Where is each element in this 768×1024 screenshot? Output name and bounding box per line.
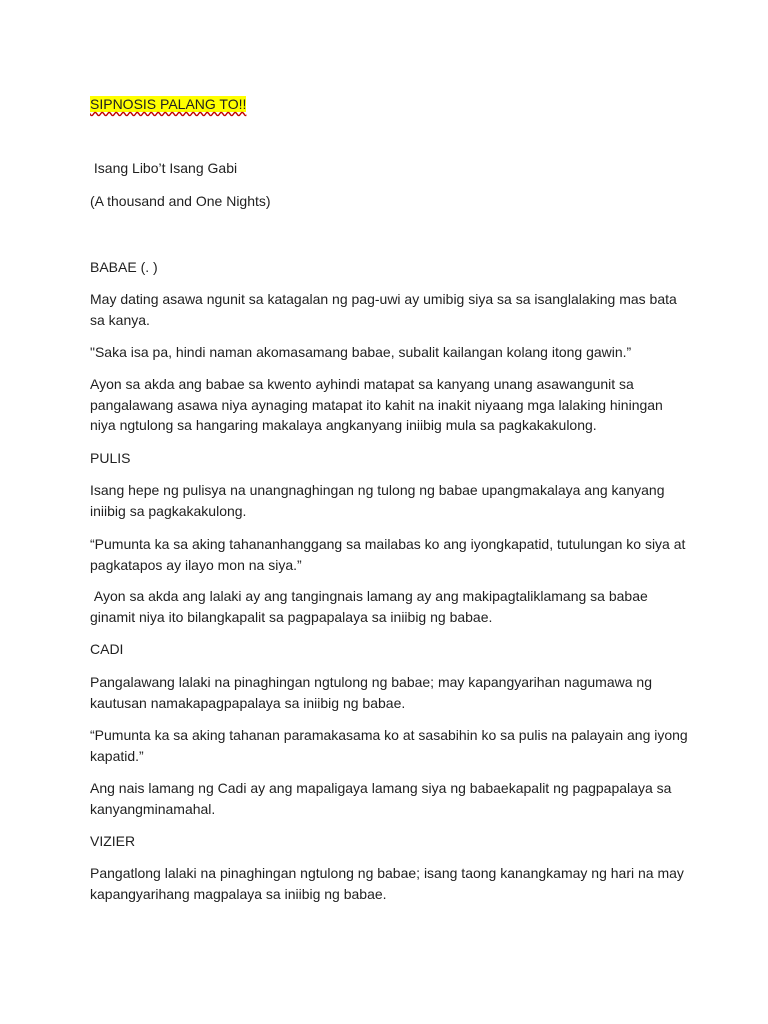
section-heading-vizier: VIZIER — [90, 833, 136, 849]
quote-paragraph: “Pumunta ka sa aking tahanan paramakasama ko at sasabihin ko sa pulis na palayain ang iyong kapatid.” — [90, 727, 688, 764]
paragraph: Pangalawang lalaki na pinaghingan ngtulong ng babae; may kapangyarihan nagumawa ng kautusan namakapagpapalaya sa iniibig ng babae. — [90, 674, 652, 711]
document-subtitle: (A thousand and One Nights) — [90, 193, 271, 209]
banner-line — [90, 94, 690, 115]
paragraph: Ayon sa akda ang lalaki ay ang tangingnais lamang ay ang makipagtaliklamang sa babae ginamit niya ito bilangkapalit sa pagpapalaya sa iniibig ng babae. — [90, 588, 652, 625]
paragraph: Pangatlong lalaki na pinaghingan ngtulong ng babae; isang taong kanangkamay ng hari na may kapangyarihang magpalaya sa iniibig ng babae. — [90, 865, 684, 902]
document-title: Isang Libo’t Isang Gabi — [90, 160, 238, 176]
paragraph: Isang hepe ng pulisya na unangnaghingan ng tulong ng babae upangmakalaya ang kanyang iniibig sa pagkakakulong. — [90, 482, 665, 519]
paragraph: Ang nais lamang ng Cadi ay ang mapaligaya lamang siya ng babaekapalit ng pagpapalaya sa kanyangminamahal. — [90, 780, 672, 817]
section-heading-cadi: CADI — [90, 641, 124, 657]
quote-paragraph: "Saka isa pa, hindi naman akomasamang babae, subalit kailangan kolang itong gawin.” — [90, 344, 632, 360]
quote-paragraph: “Pumunta ka sa aking tahananhanggang sa mailabas ko ang iyongkapatid, tutulungan ko siya at pagkatapos ay ilayo mon na siya.” — [90, 536, 686, 573]
section-heading-babae: BABAE (. ) — [90, 259, 158, 275]
highlighted-banner: SIPNOSIS PALANG TO!! — [90, 96, 247, 112]
section-heading-pulis: PULIS — [90, 450, 131, 466]
paragraph: Ayon sa akda ang babae sa kwento ayhindi matapat sa kanyang unang asawangunit sa pangalawang asawa niya aynaging matapat ito kahit na inakit niyaang mga lalaking hiningan niya ngtulong sa hangaring makalaya angkanyang iniibig mula sa pagkakakulong. — [90, 376, 663, 433]
paragraph: May dating asawa ngunit sa katagalan ng pag-uwi ay umibig siya sa sa isanglalaking mas bata sa kanya. — [90, 291, 677, 328]
